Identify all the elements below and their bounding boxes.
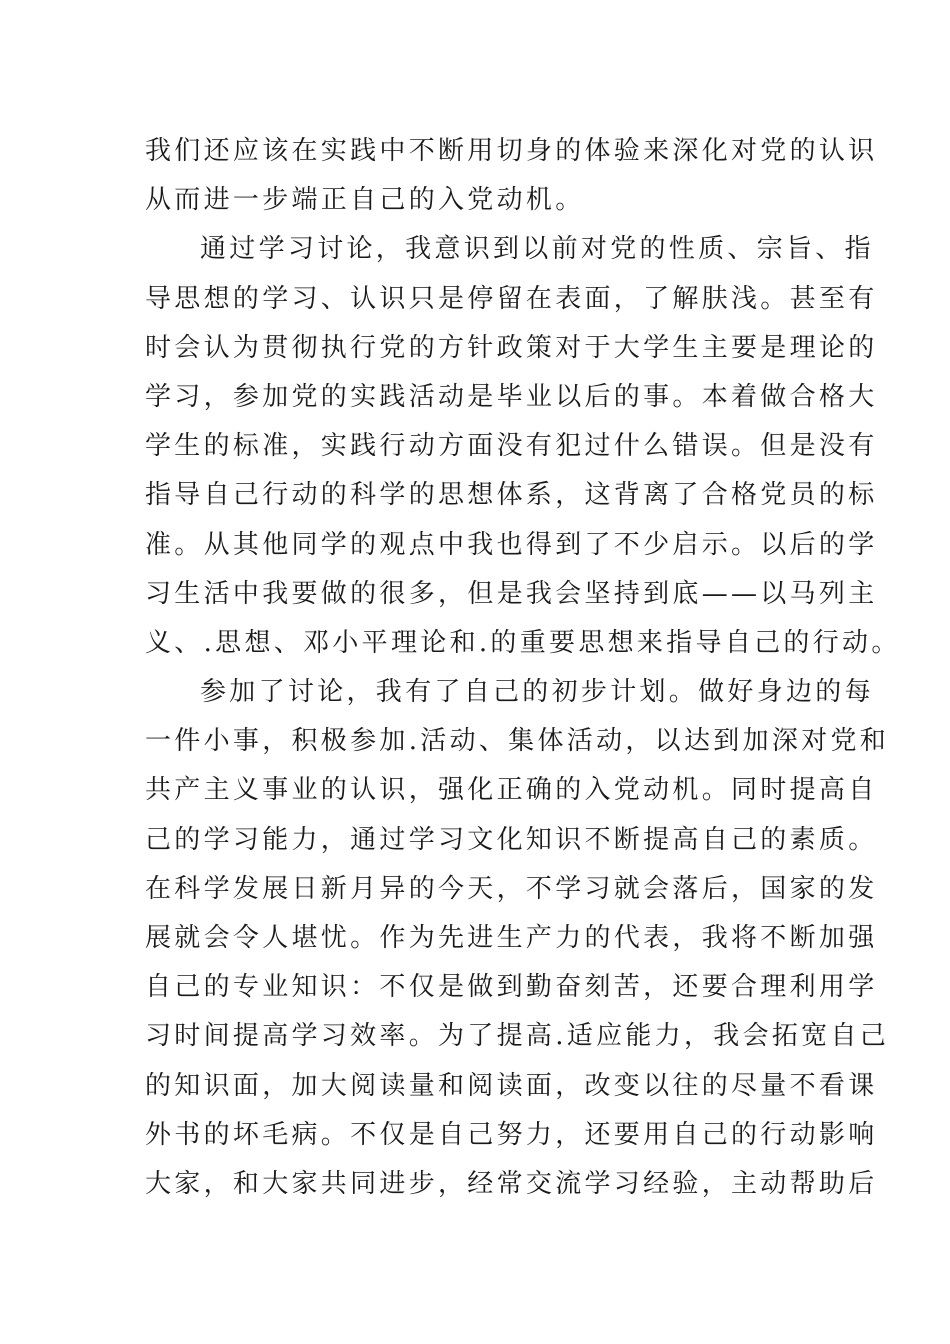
text-line: 的知识面，加大阅读量和阅读面，改变以往的尽量不看课 [145, 1070, 878, 1101]
text-line: 习时间提高学习效率。为了提高.适应能力，我会拓宽自己 [145, 1021, 890, 1052]
text-line: 大家，和大家共同进步，经常交流学习经验，主动帮助后 [145, 1168, 878, 1199]
text-line: 自己的专业知识：不仅是做到勤奋刻苦，还要合理利用学 [145, 972, 878, 1003]
text-line: 共产主义事业的认识，强化正确的入党动机。同时提高自 [145, 775, 878, 806]
text-line: 学生的标准，实践行动方面没有犯过什么错误。但是没有 [145, 431, 878, 462]
paragraph-start-line: 参加了讨论，我有了自己的初步计划。做好身边的每 [200, 677, 874, 708]
text-line: 我们还应该在实践中不断用切身的体验来深化对党的认识 [145, 136, 878, 166]
text-line: 导思想的学习、认识只是停留在表面，了解肤浅。甚至有 [145, 283, 878, 314]
text-line: 一件小事，积极参加.活动、集体活动，以达到加深对党和 [145, 726, 890, 757]
text-line: 在科学发展日新月异的今天，不学习就会落后，国家的发 [145, 873, 878, 904]
body-text [145, 127, 901, 1209]
text-line: 时会认为贯彻执行党的方针政策对于大学生主要是理论的 [145, 332, 878, 363]
paragraph-start-line: 通过学习讨论，我意识到以前对党的性质、宗旨、指 [200, 234, 874, 265]
text-line: 学习，参加党的实践活动是毕业以后的事。本着做合格大 [145, 381, 878, 412]
text-line: 展就会令人堪忧。作为先进生产力的代表，我将不断加强 [145, 923, 878, 953]
text-line: 外书的坏毛病。不仅是自己努力，还要用自己的行动影响 [145, 1119, 878, 1150]
text-line: 从而进一步端正自己的入党动机。 [145, 185, 585, 216]
text-line: 指导自己行动的科学的思想体系，这背离了合格党员的标 [145, 480, 878, 511]
text-line: 准。从其他同学的观点中我也得到了不少启示。以后的学 [145, 529, 878, 560]
text-line: 习生活中我要做的很多，但是我会坚持到底——以马列主 [145, 578, 878, 609]
text-line: 义、.思想、邓小平理论和.的重要思想来指导自己的行动。 [145, 627, 901, 658]
text-line: 己的学习能力，通过学习文化知识不断提高自己的素质。 [145, 824, 878, 855]
